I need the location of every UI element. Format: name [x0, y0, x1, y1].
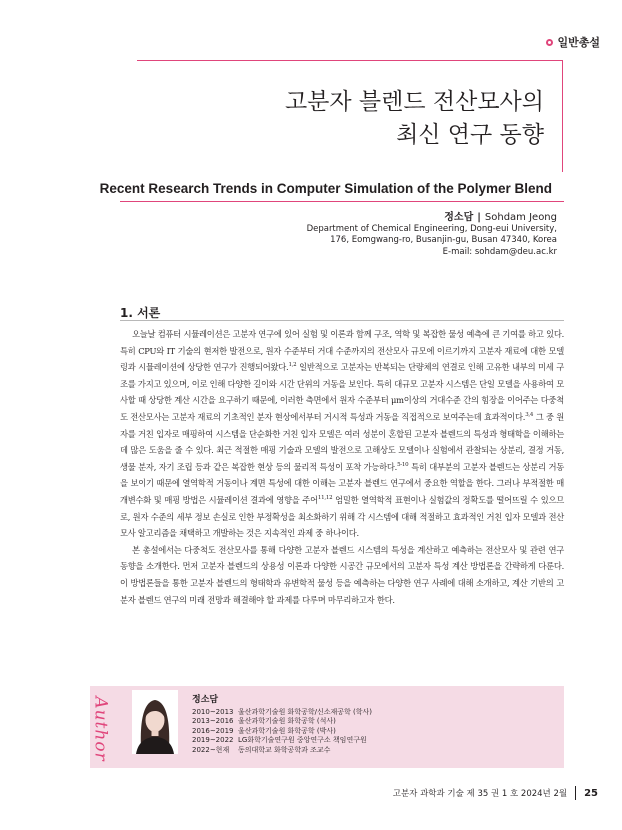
paragraph-2: 본 총설에서는 다중척도 전산모사를 통해 다양한 고분자 블렌드 시스템의 특성을 계산하고 예측하는 전산모사 및 관련 연구 동향을 소개한다. 먼저 고분자 블렌드의 상용성 이론과 다양한 시공간 규모에서의 고분자 특성 계산 방법론을 간략하게 다룬다. 이 방법론들을 통한 고분자 블렌드의 형태학과 유변학적 물성 등을 예측하는 다양한 연구 사례에 대해 소개하고, 계산 기반의 고분자 블렌드 연구의 미래 전망과 해결해야 할 과제를 다루며 마무리하고자 한다. [120, 544, 564, 605]
circle-bullet-icon [546, 39, 553, 46]
cv-desc: LG화학기술연구원 중앙연구소 책임연구원 [238, 736, 367, 745]
cv-history [192, 708, 372, 755]
cv-row [192, 717, 372, 726]
page-footer [393, 786, 598, 800]
section-tag-label: 일반총설 [557, 36, 600, 49]
author-email[interactable]: E-mail: sohdam@deu.ac.kr [442, 246, 557, 257]
citation-2: 3,4 [525, 412, 534, 419]
affiliation-line-1: Department of Chemical Engineering, Dong-eui University, [306, 223, 557, 234]
author-info [307, 212, 557, 258]
cv-years: 2022~현재 [192, 745, 230, 754]
section-divider [120, 320, 564, 321]
affiliation-line-2: 176, Eomgwang-ro, Busanjin-gu, Busan 47340, Korea [330, 235, 557, 245]
title-korean [124, 86, 544, 152]
footer-divider [575, 786, 576, 800]
author-name-en: Sohdam Jeong [484, 212, 557, 223]
cv-name: 정소담 [192, 695, 219, 705]
p1-text-b: 일반적으로 고분자는 반복되는 단량체의 연결로 인해 고유한 내부의 미세 구조를 가지고 있으며, 이로 인해 다양한 길이와 시간 단위의 거동을 보인다. 특히 대규모 고분자 시스템은 단일 모델을 사용하여 모사할 때 상당한 계산 시간을 요구하기 때문에, 이러한 측면에서 원자 수준부터 μm이상의 거대수준 간의 힘장을 이어주는 다중척도 전산모사는 고분자 재료의 기초적인 분자 현상에서부터 거시적 특성과 거동을 직접적으로 보여주는데 효과적이다. [120, 362, 565, 422]
journal-info: 고분자 과학과 기술 제 35 권 1 호 2024년 2월 [392, 789, 568, 799]
title-divider [120, 201, 564, 202]
p1-text-d: 특히 대부분의 고분자 블렌드는 상분리 거동을 보이기 때문에 열역학적 거동이나 계면 특성에 대한 이해는 고분자 블렌드 연구에서 중요한 역할을 한다. 그러나 부적절한 매개변수화 및 매핑 방법은 시뮬레이션 결과에 영향을 주어 [120, 461, 564, 505]
portrait-icon [132, 690, 178, 754]
cv-years: 2019~2022 [192, 736, 234, 745]
author-label: Author [91, 696, 111, 762]
name-separator: | [477, 212, 481, 223]
cv-desc: 울산과학기술원 화학공학 (박사) [238, 726, 336, 735]
cv-years: 2010~2013 [192, 708, 234, 716]
cv-row [192, 746, 372, 755]
citation-4: 11,12 [317, 495, 333, 502]
author-name-ko: 정소담 [444, 212, 474, 223]
p1-text-a: 오늘날 컴퓨터 시뮬레이션은 고분자 연구에 있어 실험 및 이론과 함께 구조, 역학 및 복잡한 물성 예측에 큰 기여를 하고 있다. 특히 CPU와 IT 기술의 현저한 발전으로, 원자 수준부터 거대 수준까지의 전산모사 규모에 이르기까지 고분자 재료에 대한 모델링과 시뮬레이션에 상당한 연구가 진행되어왔다. [120, 329, 564, 373]
cv-row [192, 736, 372, 745]
citation-1: 1,2 [288, 362, 297, 369]
title-english: Recent Research Trends in Computer Simulation of the Polymer Blend [99, 181, 552, 196]
p1-text-e: 엄밀한 열역학적 표현이나 실험값의 정확도를 떨어뜨릴 수 있으므로, 원자 수준의 세부 정보 손실로 인한 부정확성을 최소화하기 위해 각 시스템에 대해 적절하고 효과적인 거친 입자 모델과 전산모사 알고리즘을 채택하고 개발하는 것은 지속적인 과제 중 하나이다. [120, 494, 564, 539]
cv-desc: 울산과학기술원 화학공학 (석사) [238, 717, 336, 726]
section-heading: 1. 서론 [120, 306, 161, 320]
cv-row [192, 708, 372, 717]
title-line-1: 고분자 블렌드 전산모사의 [284, 89, 544, 115]
author-label-vertical [86, 690, 116, 768]
cv-desc: 동의대학교 화학공학과 조교수 [238, 745, 331, 754]
cv-row [192, 727, 372, 736]
cv-desc: 울산과학기술원 화학공학/신소재공학 (학사) [238, 708, 372, 716]
page-number: 25 [584, 787, 598, 799]
paragraph-1 [120, 326, 564, 542]
author-photo [132, 690, 178, 754]
author-name [307, 212, 557, 224]
body-text [120, 326, 564, 608]
p1-text-c: 그 중 원자를 거친 입자로 매핑하여 시스템을 단순화한 거친 입자 모델은 여러 성분이 혼합된 고분자 블렌드의 특성과 형태학을 이해하는데 많은 도움을 줄 수 있다. 최근 적절한 매핑 기술과 모델의 발전으로 고해상도 모델이나 실험에서 관찰되는 상분리, 결정 거동, 생물 분자, 자기 조립 등과 같은 복잡한 현상 등의 물리적 특성이 포착 가능하다. [120, 411, 565, 472]
cv-years: 2013~2016 [192, 717, 234, 726]
section-tag [546, 34, 600, 50]
cv-years: 2016~2019 [192, 726, 234, 735]
citation-3: 5-10 [397, 461, 409, 468]
title-line-2: 최신 연구 동향 [396, 122, 544, 148]
